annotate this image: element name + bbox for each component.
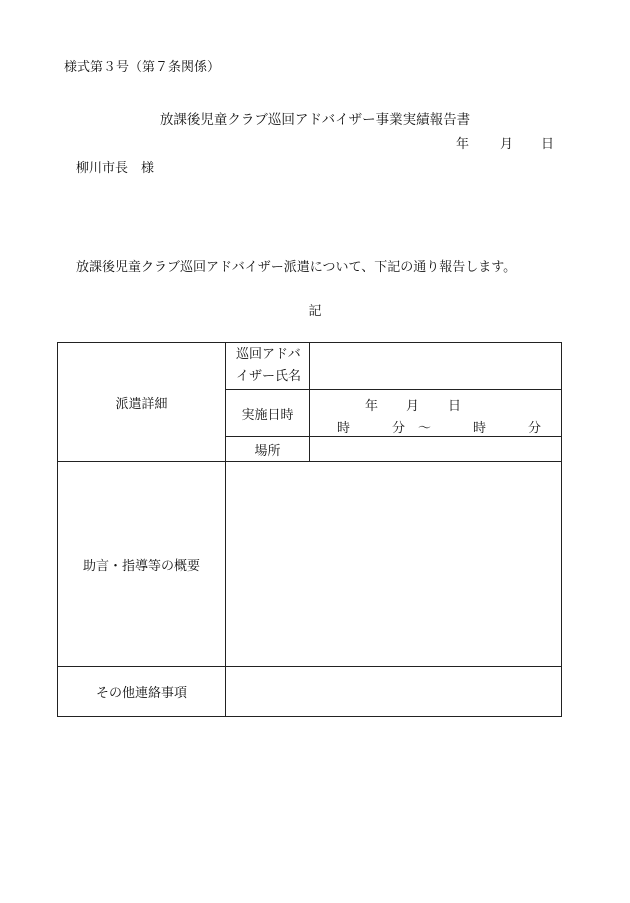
- document-title: 放課後児童クラブ巡回アドバイザー事業実績報告書: [159, 112, 471, 128]
- datetime-day-label: 日: [448, 399, 462, 414]
- body-text: 放課後児童クラブ巡回アドバイザー派遣について、下記の通り報告します。: [76, 260, 517, 275]
- form-number: 様式第３号（第７条関係）: [64, 60, 221, 75]
- other-notes-field[interactable]: [226, 667, 562, 717]
- place-field[interactable]: [310, 437, 562, 462]
- datetime-tilde: ～: [418, 421, 432, 436]
- datetime-hour1-label: 時: [337, 421, 351, 436]
- other-notes-label: その他連絡事項: [58, 667, 226, 717]
- summary-field[interactable]: [226, 462, 562, 667]
- addressee: 柳川市長 様: [76, 161, 155, 176]
- date-time-field[interactable]: [310, 390, 562, 437]
- advisor-name-field[interactable]: [310, 343, 562, 390]
- ki-heading: 記: [308, 304, 322, 319]
- header-date-month: 月: [500, 137, 514, 152]
- header-date-day: 日: [541, 137, 555, 152]
- summary-label: 助言・指導等の概要: [58, 462, 226, 667]
- report-table: [57, 342, 562, 717]
- datetime-hour2-label: 時: [473, 421, 487, 436]
- advisor-name-label: 巡回アドバ イザー氏名: [226, 343, 310, 390]
- header-date-year: 年: [456, 137, 470, 152]
- datetime-minute1-label: 分: [392, 421, 406, 436]
- datetime-minute2-label: 分: [528, 421, 542, 436]
- datetime-year-label: 年: [365, 399, 379, 414]
- date-time-label: 実施日時: [226, 390, 310, 437]
- dispatch-details-label: 派遣詳細: [58, 343, 226, 462]
- place-label: 場所: [226, 437, 310, 462]
- datetime-month-label: 月: [406, 399, 420, 414]
